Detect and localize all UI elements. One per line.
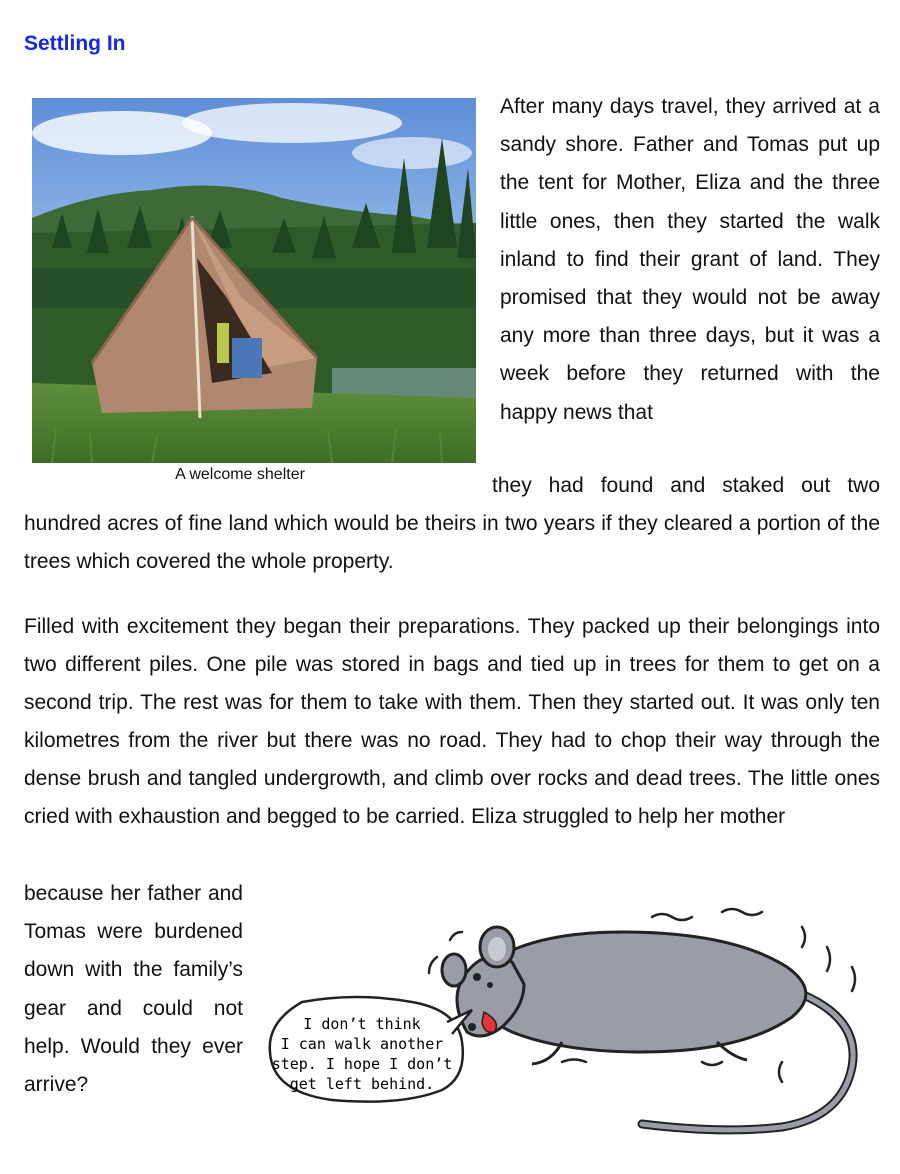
paragraph-2-full-width: Filled with excitement they began their preparations. They packed up their belongings into two different piles. One pile was stored in bags and tied up in trees for them to get on a second trip. The rest was for them to take with them. Then they started out. It was only ten kilometres from the river but there was no road. They had to chop their way through the dense brush and tangled undergrowth, and climb over rocks and dead trees. The little ones cried with exhaustion and begged to be carried. Eliza struggled to help her mother [24, 615, 880, 829]
paragraph-2-narrow-column: because her father and Tomas were burdened down with the family’s gear and could not help. Would they ever arrive? [24, 882, 243, 1097]
tired-rat-illustration [262, 892, 882, 1142]
speech-bubble-line-2: I can walk another [280, 1035, 444, 1053]
paragraph-1-continuation [24, 467, 880, 581]
photo-caption: A welcome shelter [175, 466, 305, 483]
speech-bubble-line-3: step. I hope I don’t [271, 1055, 453, 1073]
paragraph-1-continuation-first-line: they had found and staked out two [492, 474, 880, 497]
paragraph-1-continuation-rest: hundred acres of fine land which would be theirs in two years if they cleared a portion of the trees which covered the whole property. [24, 512, 880, 573]
speech-bubble-line-4: get left behind. [289, 1075, 435, 1093]
tent-photo [32, 98, 476, 463]
paragraph-1-right-column: After many days travel, they arrived at a sandy shore. Father and Tomas put up the tent for Mother, Eliza and the three little ones, then they started the walk inland to find their grant of land. They promised that they would not be away any more than three days, but it was a week before they returned with the happy news that [500, 95, 880, 424]
speech-bubble-line-1: I don’t think [303, 1015, 421, 1033]
photo-figure [32, 98, 476, 484]
page-title: Settling In [24, 32, 126, 55]
